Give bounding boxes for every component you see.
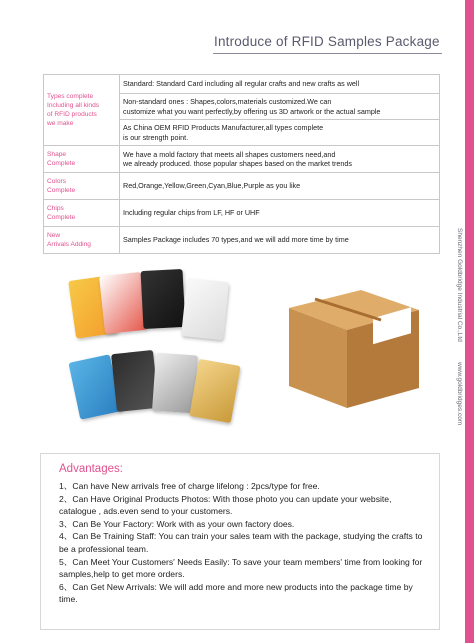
advantages-list: [59, 480, 431, 606]
spec-key: Colors Complete: [44, 173, 120, 200]
list-item: 1、Can have New arrivals free of charge lifelong : 2pcs/type for free.: [59, 481, 320, 491]
accent-side-bar: [465, 0, 474, 643]
company-name: Shenzhen Goldbridge Industrial Co.,Ltd: [456, 228, 463, 342]
table-row: [44, 173, 440, 200]
spec-value: Standard: Standard Card including all regular crafts and new crafts as well: [120, 75, 440, 94]
side-company-text: [451, 228, 463, 478]
table-row: [44, 146, 440, 173]
spec-value: Samples Package includes 70 types,and we will add more time by time: [120, 227, 440, 254]
spec-key: Chips Complete: [44, 200, 120, 227]
advantages-title: Advantages:: [59, 463, 123, 475]
list-item: 3、Can Be Your Factory: Work with as your own factory does.: [59, 518, 295, 529]
black-card-image: [141, 269, 186, 329]
spec-table: [43, 74, 440, 254]
spec-value: Including regular chips from LF, HF or UHF: [120, 200, 440, 227]
list-item: 6、Can Get New Arrivals: We will add more and more new products into the package time by time.: [59, 581, 413, 605]
package-box-image: [283, 268, 423, 418]
white-card-image: [181, 278, 229, 340]
table-row: [44, 75, 440, 94]
list-item: 5、Can Meet Your Customers' Needs Easily: To save your team members' time from looking for samples,help to get more orders.: [59, 556, 423, 580]
page-title: Introduce of RFID Samples Package: [214, 34, 440, 49]
spec-key: Types complete Including all kinds of RFID products we make: [44, 75, 120, 146]
cardboard-box-icon: [283, 268, 423, 418]
spec-value: Non-standard ones : Shapes,colors,materials customized.We can customize what you want perfectly,by offering us 3D artwork or the actual sample: [120, 94, 440, 120]
table-row: [44, 227, 440, 254]
spec-key: Shape Complete: [44, 146, 120, 173]
company-website: www.goldbridges.com: [456, 361, 463, 425]
list-item: 4、Can Be Training Staff: You can train your sales team with the package, studying the crafts to be a professional team.: [59, 531, 423, 554]
spec-value: As China OEM RFID Products Manufacturer,all types complete is our strength point.: [120, 120, 440, 146]
spec-value: We have a mold factory that meets all shapes customers need,and we already produced. those popular shapes based on the market trends: [120, 146, 440, 173]
red-card-image: [99, 272, 147, 334]
spec-key: New Arrivals Adding: [44, 227, 120, 254]
table-row: [44, 200, 440, 227]
sample-cards-image: [68, 270, 238, 430]
title-divider: [213, 53, 442, 54]
list-item: 2、Can Have Original Products Photos: With those photo you can update your website, catalogue , ads.even send to your customers.: [59, 493, 392, 517]
gold-card-image: [189, 359, 240, 423]
spec-value: Red,Orange,Yellow,Green,Cyan,Blue,Purple as you like: [120, 173, 440, 200]
